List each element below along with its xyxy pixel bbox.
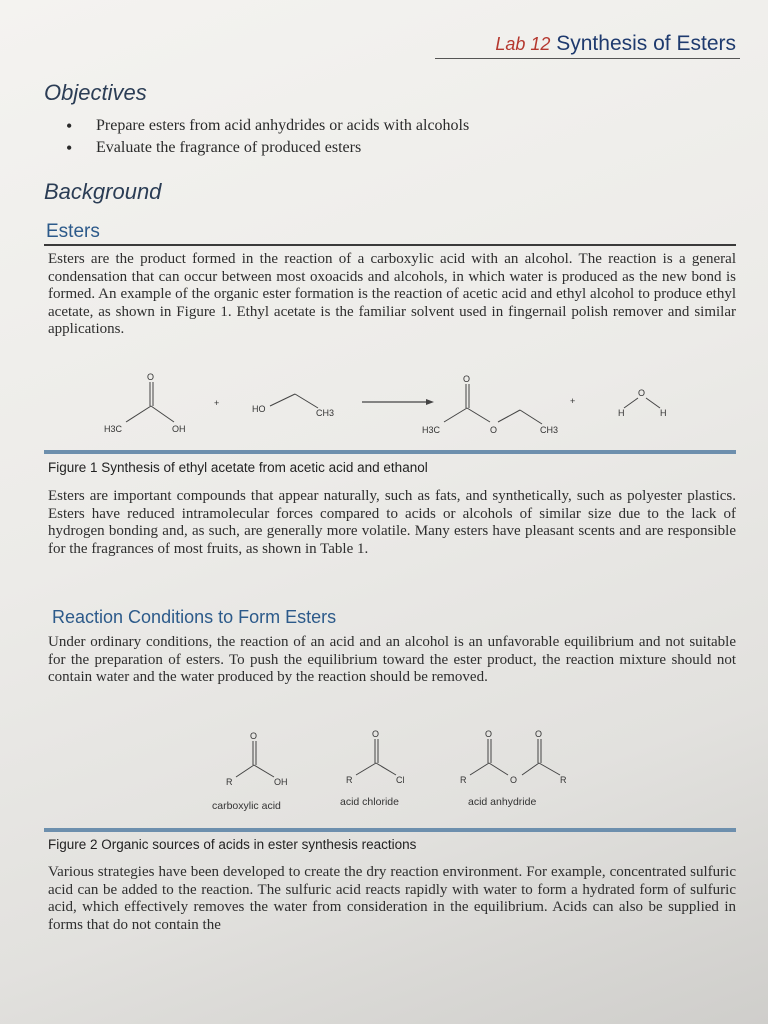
ethyl-acetate-ch3-label: CH3 — [540, 425, 559, 435]
ethyl-acetate-structure — [422, 374, 558, 435]
carboxylic-acid-oh-label: OH — [274, 777, 288, 787]
acid-chloride-o-label: O — [372, 729, 380, 739]
objectives-list — [66, 115, 469, 159]
acetic-acid-h3c-label: H3C — [104, 424, 123, 434]
ethyl-acetate-ester-o-label: O — [490, 425, 498, 435]
esters-paragraph-2: Esters are important compounds that appear naturally, such as fats, and synthetically, such as polyester plastics. Esters have reduced intramolecular forces compared to acids or alcohols of similar size due to the lack of hydrogen bonding and, as such, are generally more volatile. Many esters have pleasant scents and are responsible for the fragrances of most fruits, as shown in Table 1. — [48, 488, 736, 557]
lab-title-text: Synthesis of Esters — [556, 32, 736, 55]
acid-chloride-cl-label: Cl — [396, 775, 405, 785]
acid-chloride-name: acid chloride — [340, 796, 399, 808]
water-o-label: O — [638, 388, 646, 398]
ethyl-acetate-h3c-label: H3C — [422, 425, 441, 435]
ethyl-acetate-o-label: O — [463, 374, 471, 384]
lab-title — [495, 32, 736, 56]
figure-1-caption: Figure 1 Synthesis of ethyl acetate from acetic acid and ethanol — [48, 460, 428, 475]
esters-paragraph-1: Esters are the product formed in the reaction of a carboxylic acid with an alcohol. The reaction is a general condensation that can occur between most oxoacids and alcohols, in which water is produced as the new bond is formed. An example of the organic ester formation is the reaction of acetic acid and ethyl alcohol to produce ethyl acetate, as shown in Figure 1. Ethyl acetate is the familiar solvent used in fingernail polish remover and similar applications. — [48, 251, 736, 337]
acid-anhydride-o-label: O — [485, 729, 493, 739]
figure-2-structures — [200, 725, 600, 817]
carboxylic-acid-structure — [212, 731, 288, 812]
acid-anhydride-o-label: O — [535, 729, 543, 739]
reaction-conditions-heading: Reaction Conditions to Form Esters — [52, 607, 337, 627]
last-paragraph: Various strategies have been developed to create the dry reaction environment. For example, concentrated sulfuric acid can be added to the reaction. The sulfuric acid reacts rapidly with water to form a hydrated form of sulfuric acid, which effectively removes the water from consideration in the equilibrium. Acids can also be supplied in forms that do not contain the — [48, 864, 736, 933]
figure-1-reaction — [90, 368, 710, 440]
figure-1-caption-bar — [44, 450, 736, 454]
acid-anhydride-bridge-o-label: O — [510, 775, 518, 785]
ethanol-ho-label: HO — [252, 404, 266, 414]
objective-item: • Prepare esters from acid anhydrides or acids with alcohols — [66, 115, 469, 137]
carboxylic-acid-o-label: O — [250, 731, 258, 741]
carboxylic-acid-name: carboxylic acid — [212, 800, 281, 812]
acetic-acid-o-label: O — [147, 372, 155, 382]
esters-heading: Esters — [46, 221, 100, 242]
objective-item: • Evaluate the fragrance of produced esters — [66, 137, 469, 159]
acid-chloride-structure — [340, 729, 405, 808]
figure-2-caption-bar — [44, 828, 736, 832]
figure-2-caption: Figure 2 Organic sources of acids in ester synthesis reactions — [48, 837, 417, 852]
objectives-heading: Objectives — [44, 80, 147, 105]
water-h-label: H — [660, 408, 667, 418]
acid-anhydride-structure — [460, 729, 567, 808]
background-heading: Background — [44, 179, 162, 204]
water-structure — [618, 388, 667, 418]
plus-sign-1: + — [214, 398, 220, 408]
acetic-acid-structure — [104, 372, 186, 434]
acid-chloride-r-label: R — [346, 775, 353, 785]
acid-anhydride-r-label: R — [460, 775, 467, 785]
acid-anhydride-r-label: R — [560, 775, 567, 785]
reaction-conditions-paragraph: Under ordinary conditions, the reaction of an acid and an alcohol is an unfavorable equilibrium and not suitable for the preparation of esters. To push the equilibrium toward the ester product, the reaction mixture should not contain water and the water produced by the reaction should be removed. — [48, 634, 736, 685]
lab-number: Lab 12 — [495, 34, 551, 54]
ethanol-ch3-label: CH3 — [316, 408, 335, 418]
carboxylic-acid-r-label: R — [226, 777, 233, 787]
acetic-acid-oh-label: OH — [172, 424, 186, 434]
ethanol-structure — [252, 394, 334, 418]
reaction-arrow — [362, 399, 434, 405]
plus-sign-2: + — [570, 396, 576, 406]
esters-heading-rule — [44, 244, 736, 246]
water-h-label: H — [618, 408, 625, 418]
header-rule — [435, 58, 740, 59]
acid-anhydride-name: acid anhydride — [468, 796, 537, 808]
